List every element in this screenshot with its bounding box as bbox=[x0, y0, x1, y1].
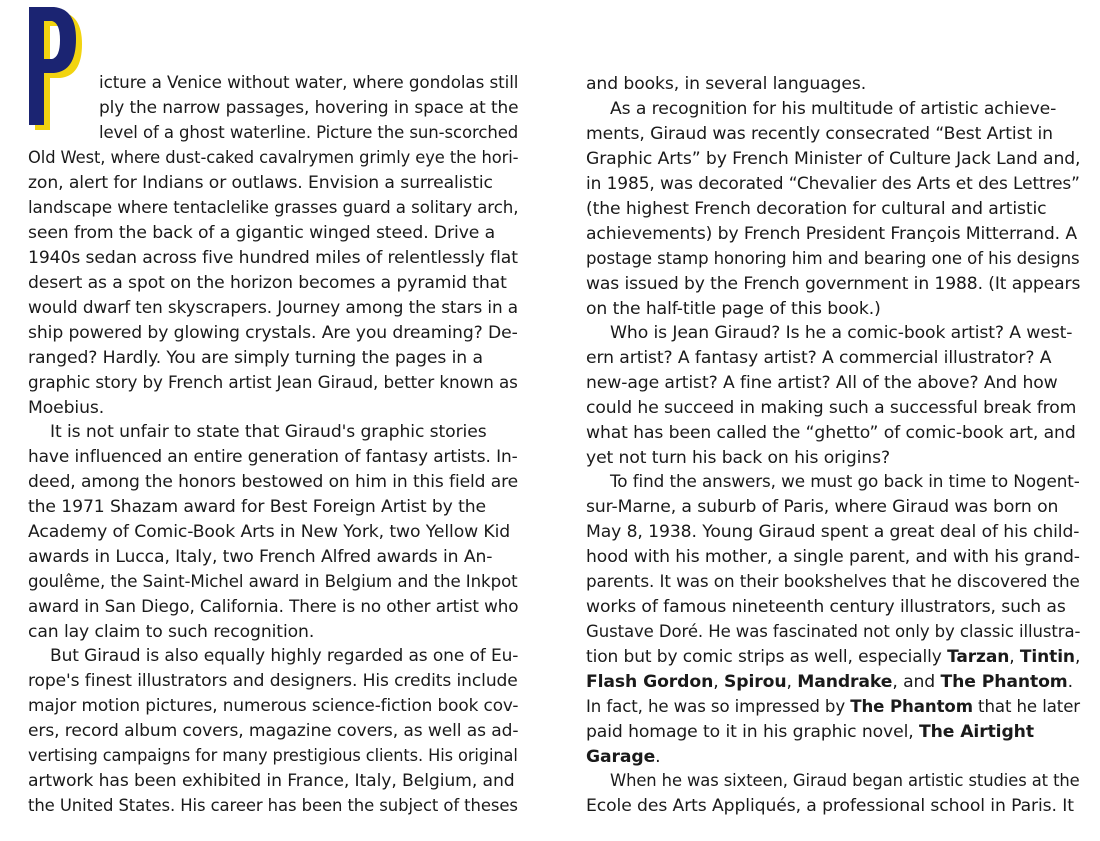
text-line: Moebius. bbox=[28, 398, 105, 418]
text-line: was issued by the French government in 1988. (It appears bbox=[586, 274, 1081, 294]
text-run: , bbox=[786, 672, 798, 692]
text-line: major motion pictures, numerous science-fiction book cov- bbox=[28, 696, 519, 716]
text-line: seen from the back of a gigantic winged steed. Drive a bbox=[28, 223, 496, 243]
comic-title: The Phantom bbox=[850, 697, 973, 717]
text-line bbox=[586, 745, 661, 770]
text-run: tion but by comic strips as well, especially bbox=[586, 647, 948, 667]
text-line: ship powered by glowing crystals. Are you dreaming? De- bbox=[28, 323, 518, 343]
text-line: works of famous nineteenth century illustrators, such as bbox=[586, 597, 1066, 617]
text-run: paid homage to it in his graphic novel, bbox=[586, 722, 919, 742]
text-line: May 8, 1938. Young Giraud spent a great deal of his child- bbox=[586, 522, 1080, 542]
text-line: landscape where tentaclelike grasses guard a solitary arch, bbox=[28, 198, 519, 218]
text-line: in 1985, was decorated “Chevalier des Arts et des Lettres” bbox=[586, 174, 1080, 194]
text-line: It is not unfair to state that Giraud's graphic stories bbox=[50, 422, 487, 442]
text-line: Old West, where dust-caked cavalrymen grimly eye the hori- bbox=[28, 148, 519, 168]
text-line: graphic story by French artist Jean Giraud, better known as bbox=[28, 373, 518, 393]
text-line: what has been called the “ghetto” of comic-book art, and bbox=[586, 423, 1076, 443]
text-line: rope's finest illustrators and designers. His credits include bbox=[28, 671, 518, 691]
text-line: could he succeed in making such a successful break from bbox=[586, 398, 1077, 418]
text-line: vertising campaigns for many prestigious clients. His original bbox=[28, 746, 518, 766]
text-line: But Giraud is also equally highly regarded as one of Eu- bbox=[50, 646, 519, 666]
text-line: sur-Marne, a suburb of Paris, where Giraud was born on bbox=[586, 497, 1059, 517]
text-line: new-age artist? A fine artist? All of the above? And how bbox=[586, 373, 1058, 393]
text-line: deed, among the honors bestowed on him in this field are bbox=[28, 472, 519, 492]
text-line: When he was sixteen, Giraud began artistic studies at the bbox=[610, 771, 1080, 791]
text-line: ers, record album covers, magazine covers, as well as ad- bbox=[28, 721, 519, 741]
text-line: icture a Venice without water, where gondolas still bbox=[99, 73, 519, 93]
comic-title: Spirou bbox=[723, 672, 787, 692]
text-line: achievements) by French President François Mitterrand. A bbox=[586, 224, 1078, 244]
text-line: ments, Giraud was recently consecrated “Best Artist in bbox=[586, 124, 1053, 144]
text-run: , bbox=[713, 672, 724, 692]
text-line: ranged? Hardly. You are simply turning the pages in a bbox=[28, 348, 483, 368]
text-line: desert as a spot on the horizon becomes a pyramid that bbox=[28, 273, 507, 293]
text-line: Gustave Doré. He was fascinated not only by classic illustra- bbox=[586, 622, 1081, 642]
text-line: goulême, the Saint-Michel award in Belgium and the Inkpot bbox=[28, 572, 518, 592]
text-line: hood with his mother, a single parent, and with his grand- bbox=[586, 547, 1080, 567]
drop-cap-letter bbox=[90, 0, 91, 1]
text-line: have influenced an entire generation of fantasy artists. In- bbox=[28, 447, 518, 467]
text-line: parents. It was on their bookshelves that he discovered the bbox=[586, 572, 1080, 592]
text-run: that he later bbox=[972, 697, 1081, 717]
comic-title: Garage bbox=[586, 747, 656, 767]
text-line: zon, alert for Indians or outlaws. Envision a surrealistic bbox=[28, 173, 493, 193]
text-run: . bbox=[655, 747, 661, 767]
comic-title: Flash Gordon bbox=[586, 672, 714, 692]
text-run: In fact, he was so impressed by bbox=[586, 697, 851, 717]
text-line: yet not turn his back on his origins? bbox=[586, 448, 890, 468]
text-line: the 1971 Shazam award for Best Foreign Artist by the bbox=[28, 497, 486, 517]
comic-title: Tintin bbox=[1019, 647, 1075, 667]
text-line: on the half-title page of this book.) bbox=[586, 299, 881, 319]
text-line: and books, in several languages. bbox=[586, 74, 867, 94]
text-line bbox=[586, 695, 1080, 720]
text-line: Graphic Arts” by French Minister of Culture Jack Land and, bbox=[586, 149, 1081, 169]
text-line: level of a ghost waterline. Picture the sun-scorched bbox=[99, 123, 519, 143]
text-line bbox=[586, 720, 1034, 745]
comic-title: Tarzan bbox=[947, 647, 1010, 667]
text-line: the United States. His career has been the subject of theses bbox=[28, 796, 518, 816]
text-line: (the highest French decoration for cultural and artistic bbox=[586, 199, 1047, 219]
text-line: Ecole des Arts Appliqués, a professional school in Paris. It bbox=[586, 796, 1074, 816]
text-line: award in San Diego, California. There is no other artist who bbox=[28, 597, 519, 617]
text-line: can lay claim to such recognition. bbox=[28, 622, 315, 642]
comic-title: Mandrake bbox=[797, 672, 893, 692]
text-line: Who is Jean Giraud? Is he a comic-book artist? A west- bbox=[610, 323, 1073, 343]
text-line: ply the narrow passages, hovering in space at the bbox=[99, 98, 519, 118]
text-line: 1940s sedan across five hundred miles of relentlessly flat bbox=[28, 248, 518, 268]
text-run: , and bbox=[892, 672, 941, 692]
comic-title: The Airtight bbox=[919, 722, 1034, 742]
text-line: would dwarf ten skyscrapers. Journey among the stars in a bbox=[28, 298, 519, 318]
text-line: postage stamp honoring him and bearing one of his designs bbox=[586, 249, 1080, 269]
comic-title: The Phantom bbox=[940, 672, 1068, 692]
text-line: artwork has been exhibited in France, Italy, Belgium, and bbox=[28, 771, 515, 791]
text-line bbox=[586, 670, 1073, 695]
text-line: To find the answers, we must go back in time to Nogent- bbox=[610, 472, 1080, 492]
text-run: , bbox=[1074, 647, 1081, 667]
text-line: Academy of Comic-Book Arts in New York, two Yellow Kid bbox=[28, 522, 511, 542]
text-line: ern artist? A fantasy artist? A commercial illustrator? A bbox=[586, 348, 1052, 368]
text-line: awards in Lucca, Italy, two French Alfred awards in An- bbox=[28, 547, 493, 567]
text-line: As a recognition for his multitude of artistic achieve- bbox=[610, 99, 1057, 119]
text-line bbox=[586, 645, 1080, 670]
text-run: . bbox=[1067, 672, 1073, 692]
text-run: , bbox=[1009, 647, 1020, 667]
drop-cap bbox=[0, 0, 90, 139]
